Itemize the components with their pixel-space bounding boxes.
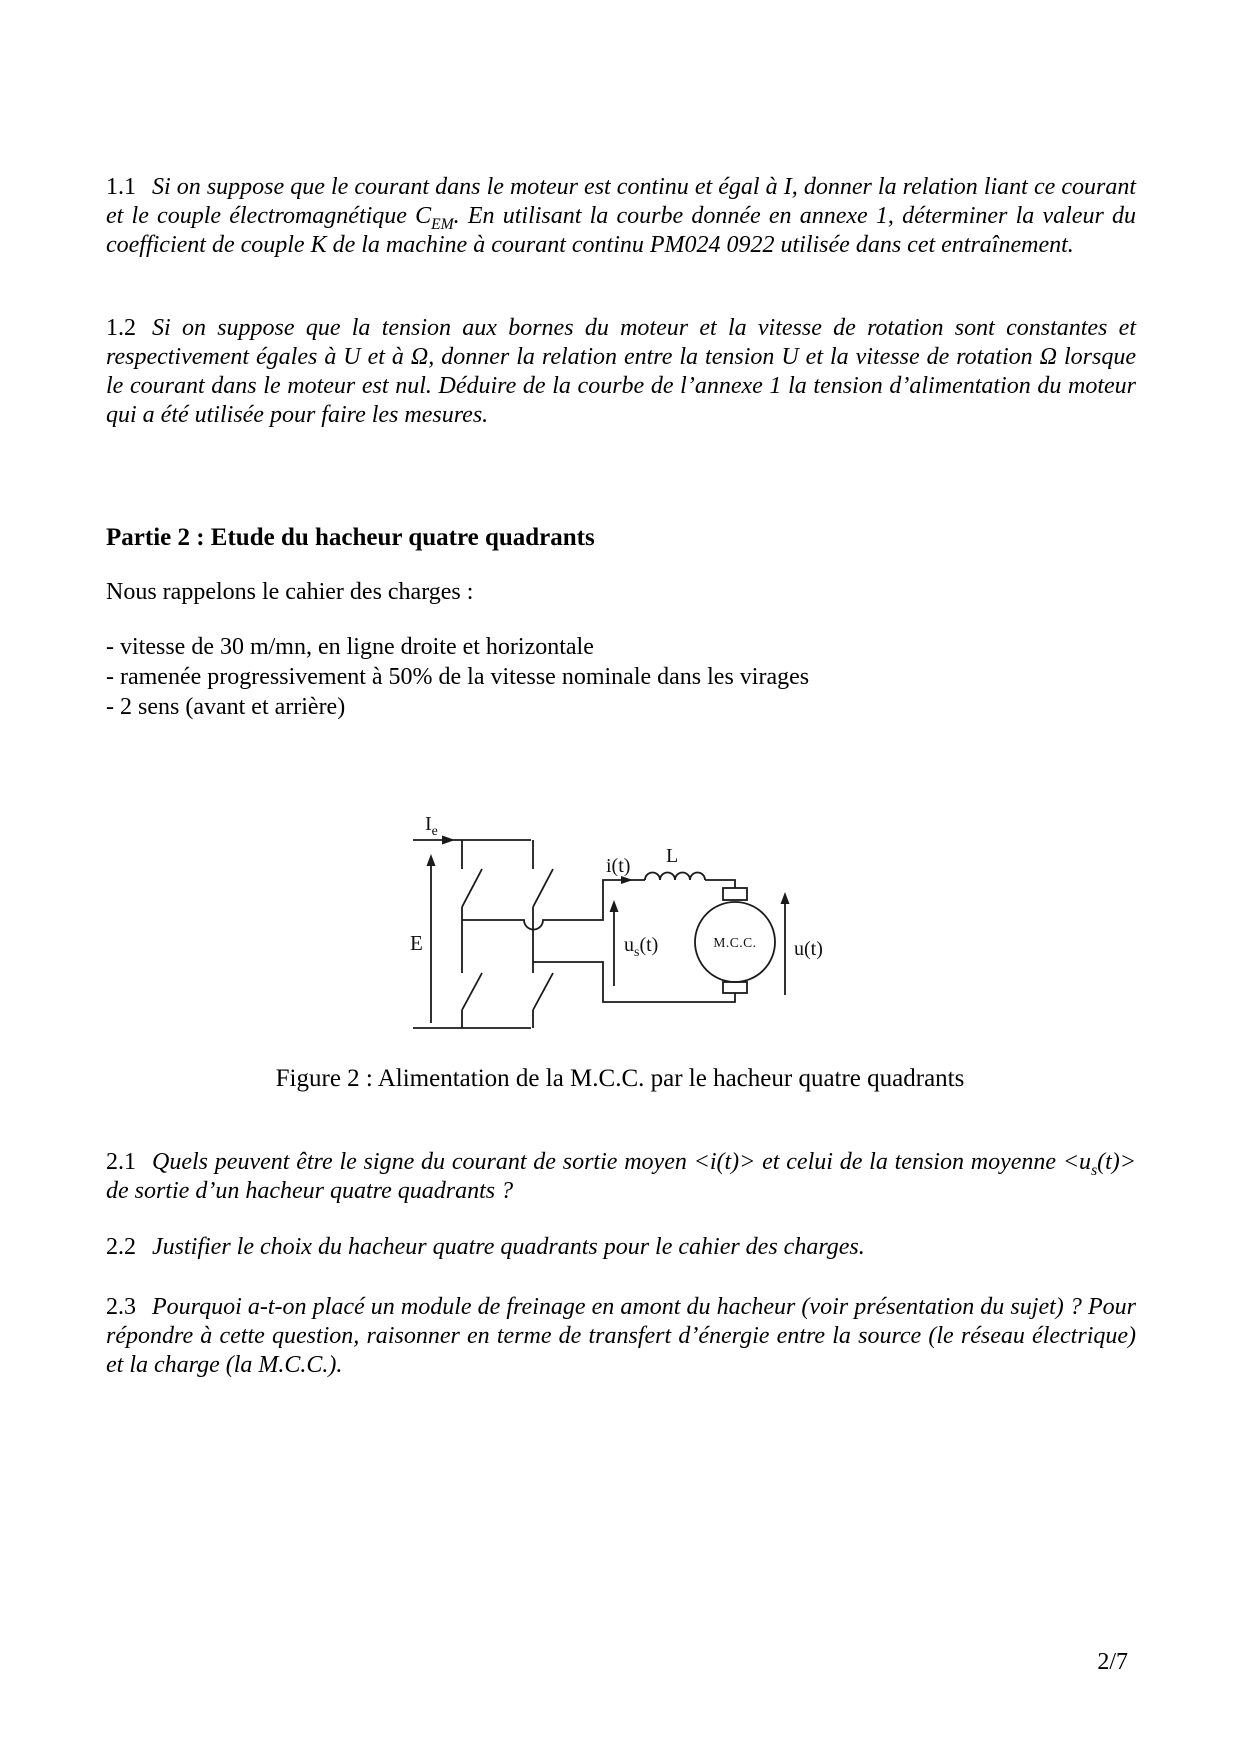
specs-intro: Nous rappelons le cahier des charges :: [106, 579, 474, 605]
question-1-1-text-b: . En utilisant la courbe donnée en annexe 1, déterminer la valeur du coefficient de couple K de la machine à courant continu PM024 0922 utilisée dans cet entraînement.: [106, 203, 1136, 258]
page-number: 2/7: [1097, 1649, 1128, 1675]
question-2-2-number: 2.2: [106, 1234, 136, 1260]
inductance-label: L: [666, 845, 679, 867]
subscript-em: EM: [431, 215, 454, 233]
motor-label: M.C.C.: [713, 935, 757, 950]
source-voltage-arrowhead-icon: [427, 854, 436, 866]
question-2-1: [106, 1148, 1136, 1206]
load-current-label: i(t): [606, 855, 631, 877]
question-1-2-text: Si on suppose que la tension aux bornes du moteur et la vitesse de rotation sont constantes et respectivement égales à U et à Ω, donner la relation entre la tension U et la vitesse de rotation Ω lorsque le courant dans le moteur est nul. Déduire de la courbe de l’annexe 1 la tension d’alimentation du moteur qui a été utilisée pour faire les mesures.: [106, 315, 1136, 428]
spec-item-curves: - ramenée progressivement à 50% de la vitesse nominale dans les virages: [106, 664, 810, 690]
output-wire-top: [462, 880, 645, 930]
motor-voltage-arrowhead-icon: [781, 892, 790, 904]
source-voltage-label: E: [410, 931, 423, 955]
question-1-1-text-a: Si on suppose que le courant dans le moteur est continu et égal à I, donner la relation liant ce courant et le couple électromagnétique C: [106, 174, 1136, 229]
question-2-3-number: 2.3: [106, 1294, 136, 1320]
source-current-base: I: [425, 813, 432, 835]
question-2-1-text-b: (t)> de sortie d’un hacheur quatre quadrants ?: [106, 1149, 1136, 1204]
question-1-1-text: [106, 174, 1136, 258]
question-2-2: [106, 1233, 1136, 1262]
spec-item-directions: - 2 sens (avant et arrière): [106, 694, 346, 720]
output-voltage-arrowhead-icon: [610, 900, 619, 912]
question-2-3-text: Pourquoi a-t-on placé un module de freinage en amont du hacheur (voir présentation du sujet) ? Pour répondre à cette question, raisonner en terme de transfert d’énergie entre la source (le réseau électrique) et la charge (la M.C.C.).: [106, 1294, 1136, 1378]
part2-heading: Partie 2 : Etude du hacheur quatre quadrants: [106, 524, 595, 551]
question-1-1-number: 1.1: [106, 174, 136, 200]
output-voltage-rest: (t): [639, 934, 659, 956]
question-2-2-text: Justifier le choix du hacheur quatre quadrants pour le cahier des charges.: [152, 1234, 865, 1260]
left-leg-switches-icon: [462, 840, 482, 1028]
question-2-1-text: [106, 1149, 1136, 1204]
figure-caption: Figure 2 : Alimentation de la M.C.C. par le hacheur quatre quadrants: [275, 1065, 965, 1092]
question-2-3: [106, 1293, 1136, 1380]
source-current-sub: e: [431, 824, 438, 839]
output-voltage-label: [624, 934, 658, 960]
output-voltage-sub: s: [634, 945, 640, 960]
subscript-s: s: [1091, 1161, 1098, 1179]
load-current-arrowhead-icon: [621, 876, 633, 884]
specs-list: [106, 632, 809, 722]
question-1-2-number: 1.2: [106, 315, 136, 341]
circuit-diagram: [400, 810, 840, 1040]
source-current-arrowhead-icon: [442, 836, 455, 845]
question-1-2: [106, 314, 1136, 430]
wire-to-motor: [705, 880, 735, 888]
motor-brush-top: [723, 888, 747, 900]
source-current-label: [425, 813, 438, 839]
spec-item-speed: - vitesse de 30 m/mn, en ligne droite et horizontale: [106, 634, 594, 660]
question-1-1: [106, 173, 1136, 260]
question-2-1-text-a: Quels peuvent être le signe du courant de sortie moyen <i(t)> et celui de la tension moyenne <u: [152, 1149, 1092, 1175]
question-2-1-number: 2.1: [106, 1149, 136, 1175]
inductor-coil-icon: [645, 873, 705, 881]
circuit-wires: [413, 840, 785, 1028]
output-voltage-base: u: [624, 934, 634, 956]
right-leg-switches-icon: [533, 840, 553, 1028]
motor-brush-bottom: [723, 982, 747, 993]
motor-voltage-label: u(t): [794, 938, 823, 960]
